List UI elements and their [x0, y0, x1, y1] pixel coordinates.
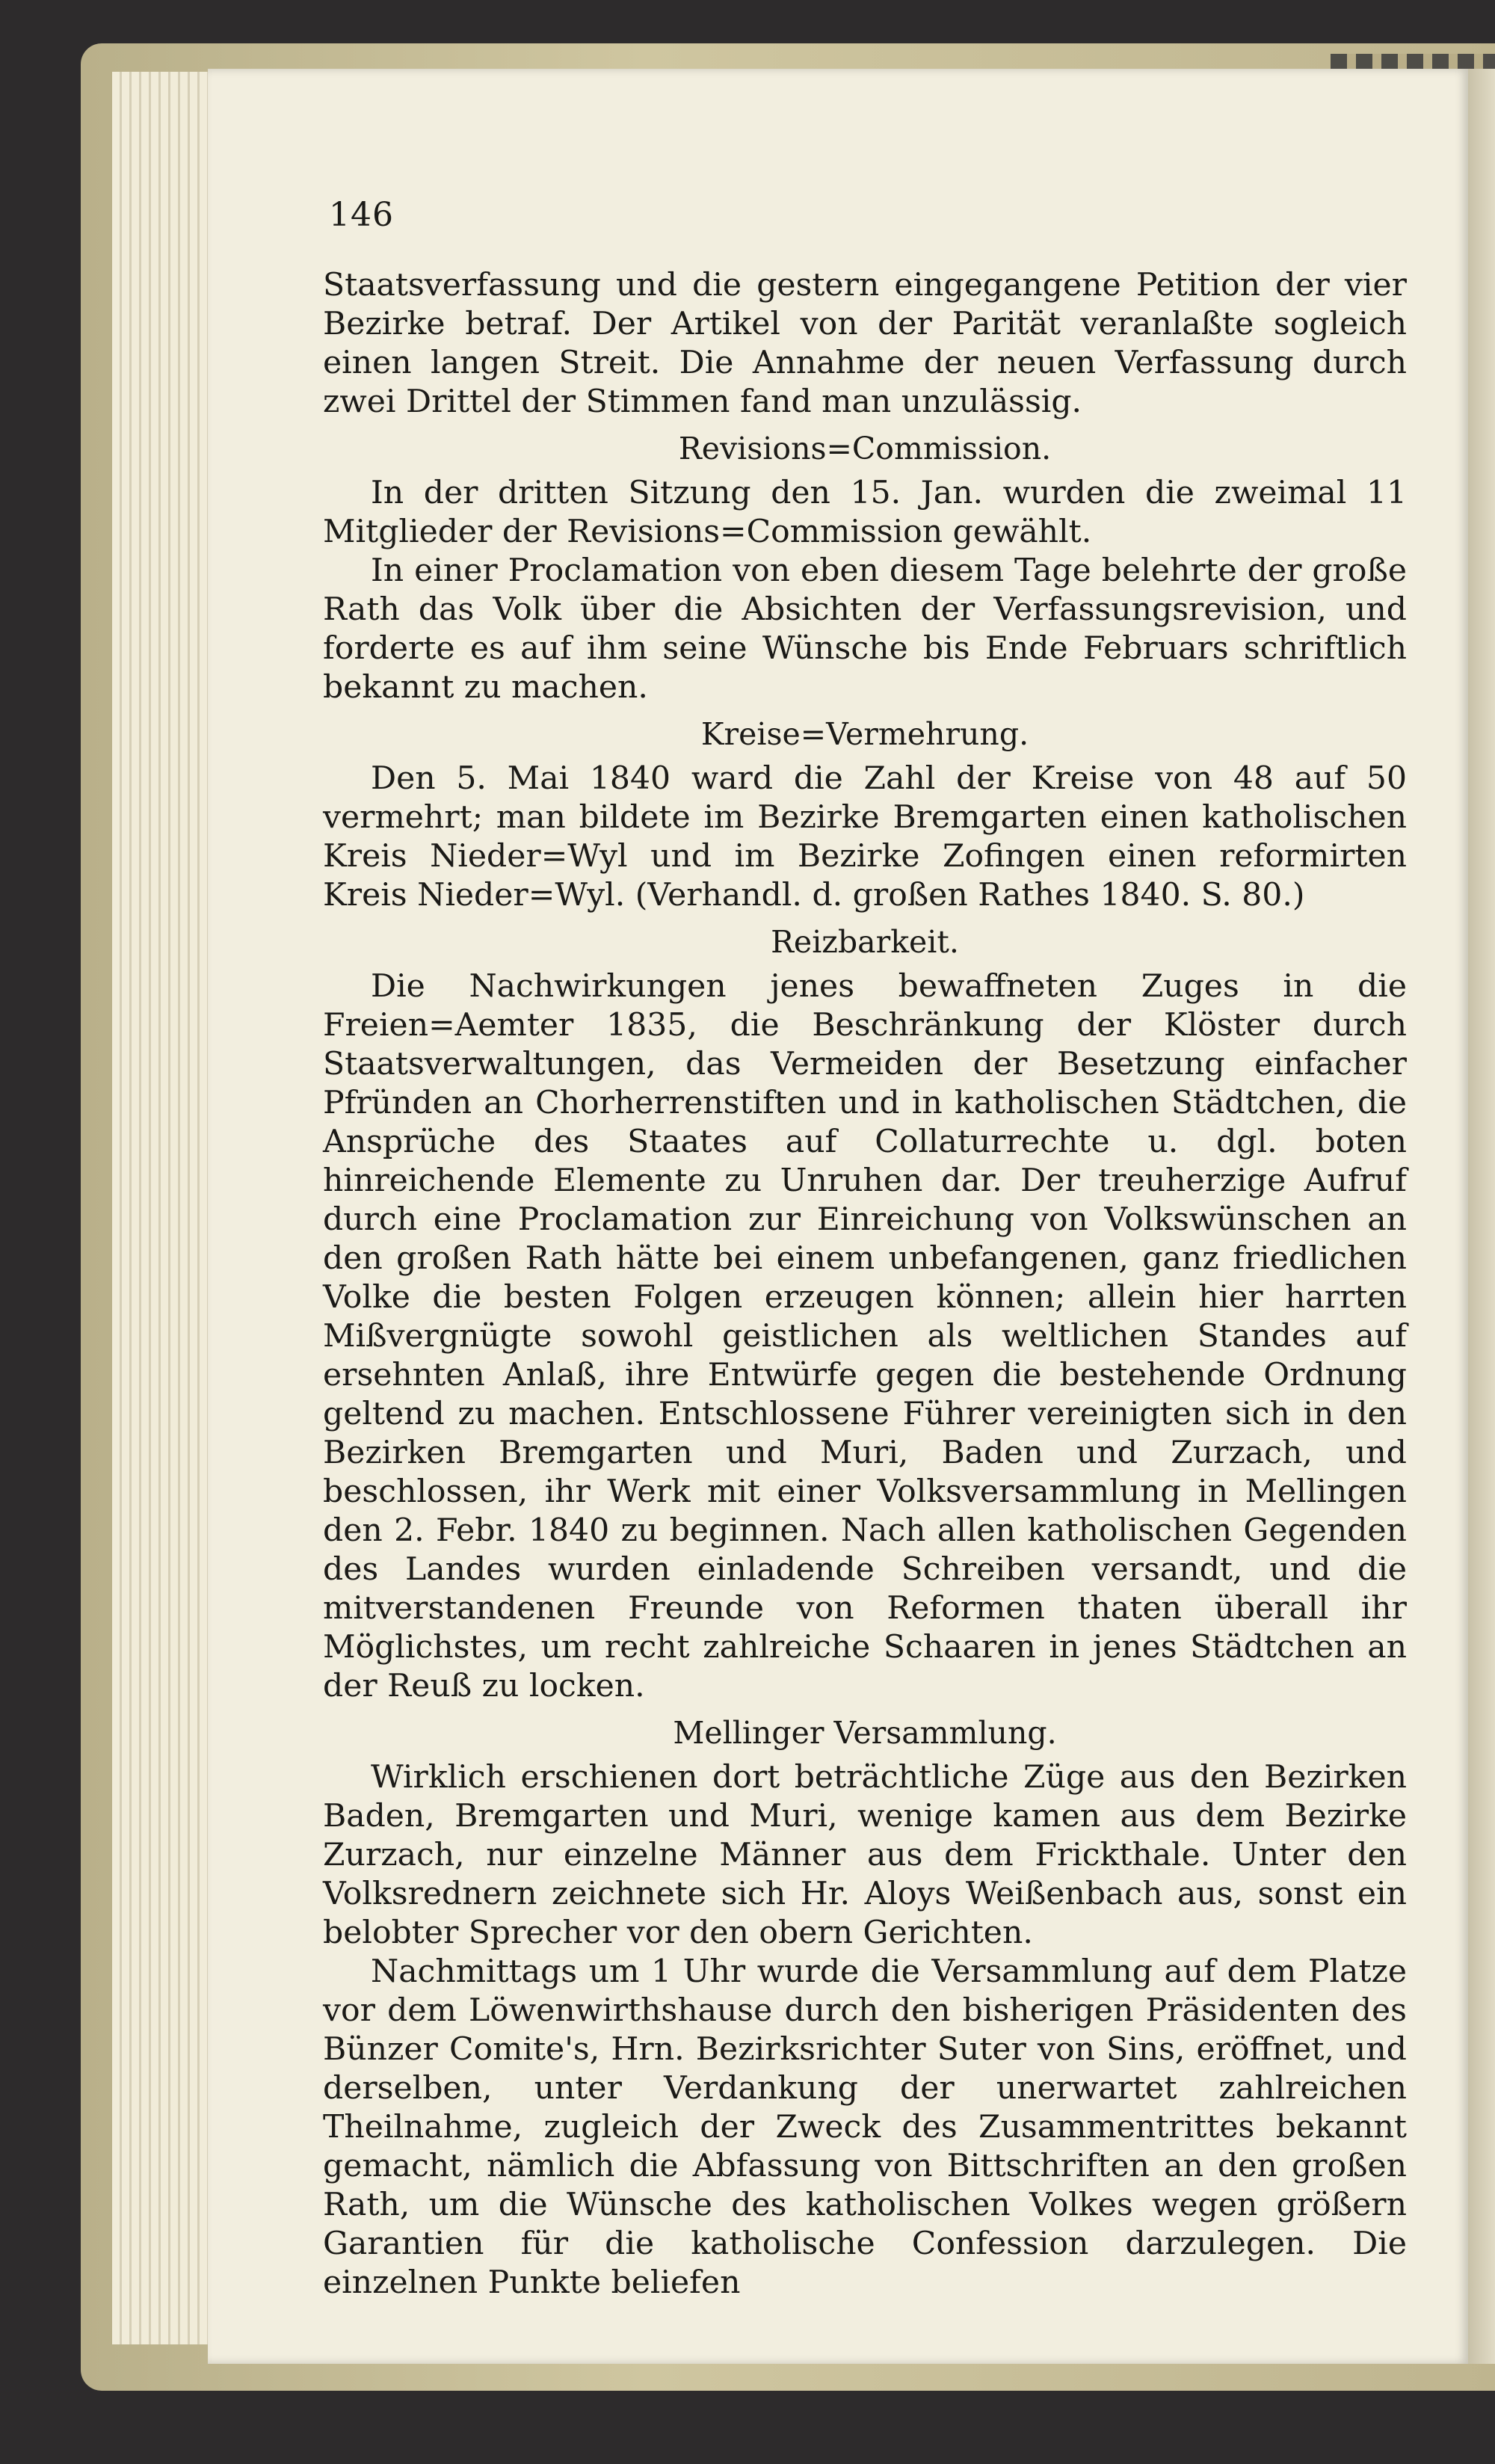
paragraph: Nachmittags um 1 Uhr wurde die Versammlung auf dem Platze vor dem Löwenwirthshause durch den bisherigen Präsidenten des Bünzer Comite's, Hrn. Bezirksrichter Suter von Sins, eröffnet, und derselben, unter Verdankung der unerwartet zahlreichen Theilnahme, zugleich der Zweck des Zusammentrittes bekannt gemacht, nämlich die Abfassung von Bittschriften an den großen Rath, um die Wünsche des katholischen Volkes wegen größern Garantien für die katholische Confession darzulegen. Die einzelnen Punkte beliefen	[323, 1953, 1407, 2301]
paragraph: Die Nachwirkungen jenes bewaffneten Zuges in die Freien=Aemter 1835, die Beschränkung der Klöster durch Staatsverwaltungen, das Vermeiden der Besetzung einfacher Pfründen an Chorherrenstiften und in katholischen Städtchen, die Ansprüche des Staates auf Collaturrechte u. dgl. boten hinreichende Elemente zu Unruhen dar. Der treuherzige Aufruf durch eine Proclamation zur Einreichung von Volkswünschen an den großen Rath hätte bei einem unbefangenen, ganz friedlichen Volke die besten Folgen erzeugen können; allein hier harrten Mißvergnügte sowohl geistlichen als weltlichen Standes auf ersehnten Anlaß, ihre Entwürfe gegen die bestehende Ordnung geltend zu machen. Entschlossene Führer vereinigten sich in den Bezirken Bremgarten und Muri, Baden und Zurzach, und beschlossen, ihr Werk mit einer Volksversammlung in Mellingen den 2. Febr. 1840 zu beginnen. Nach allen katholischen Gegenden des Landes wurden einladende Schreiben versandt, und die mitverstandenen Freunde von Reformen thaten überall ihr Möglichstes, um recht zahlreiche Schaaren in jenes Städtchen an der Reuß zu locken.	[323, 968, 1407, 1704]
section-heading-mellinger-versammlung: Mellinger Versammlung.	[673, 1715, 1057, 1751]
next-page-edge	[1468, 69, 1495, 2364]
section-heading-revisions-commission: Revisions=Commission.	[678, 431, 1052, 466]
paragraph: Den 5. Mai 1840 ward die Zahl der Kreise von 48 auf 50 vermehrt; man bildete im Bezirke Bremgarten einen katholischen Kreis Nieder=Wyl und im Bezirke Zofingen einen reformirten Kreis Nieder=Wyl. (Verhandl. d. großen Rathes 1840. S. 80.)	[323, 760, 1407, 914]
paragraph: Wirklich erschienen dort beträchtliche Züge aus den Bezirken Baden, Bremgarten und Muri, wenige kamen aus dem Bezirke Zurzach, nur einzelne Männer aus dem Frickthale. Unter den Volksrednern zeichnete sich Hr. Aloys Weißenbach aus, sonst ein belobter Sprecher vor den obern Gerichten.	[323, 1759, 1407, 1951]
paragraph: In einer Proclamation von eben diesem Tage belehrte der große Rath das Volk über die Absichten der Verfassungsrevision, und forderte es auf ihm seine Wünsche bis Ende Februars schriftlich bekannt zu machen.	[323, 552, 1407, 706]
section-heading-kreise-vermehrung: Kreise=Vermehrung.	[700, 716, 1029, 752]
intro-paragraph: Staatsverfassung und die gestern eingegangene Petition der vier Bezirke betraf. Der Artikel von der Parität veranlaßte sogleich einen langen Streit. Die Annahme der neuen Verfassung durch zwei Drittel der Stimmen fand man unzulässig.	[323, 267, 1407, 420]
page-number: 146	[329, 196, 394, 234]
section-heading-reizbarkeit: Reizbarkeit.	[771, 924, 959, 960]
page-text	[323, 266, 1407, 2303]
paragraph: In der dritten Sitzung den 15. Jan. wurden die zweimal 11 Mitglieder der Revisions=Commission gewählt.	[323, 475, 1407, 550]
